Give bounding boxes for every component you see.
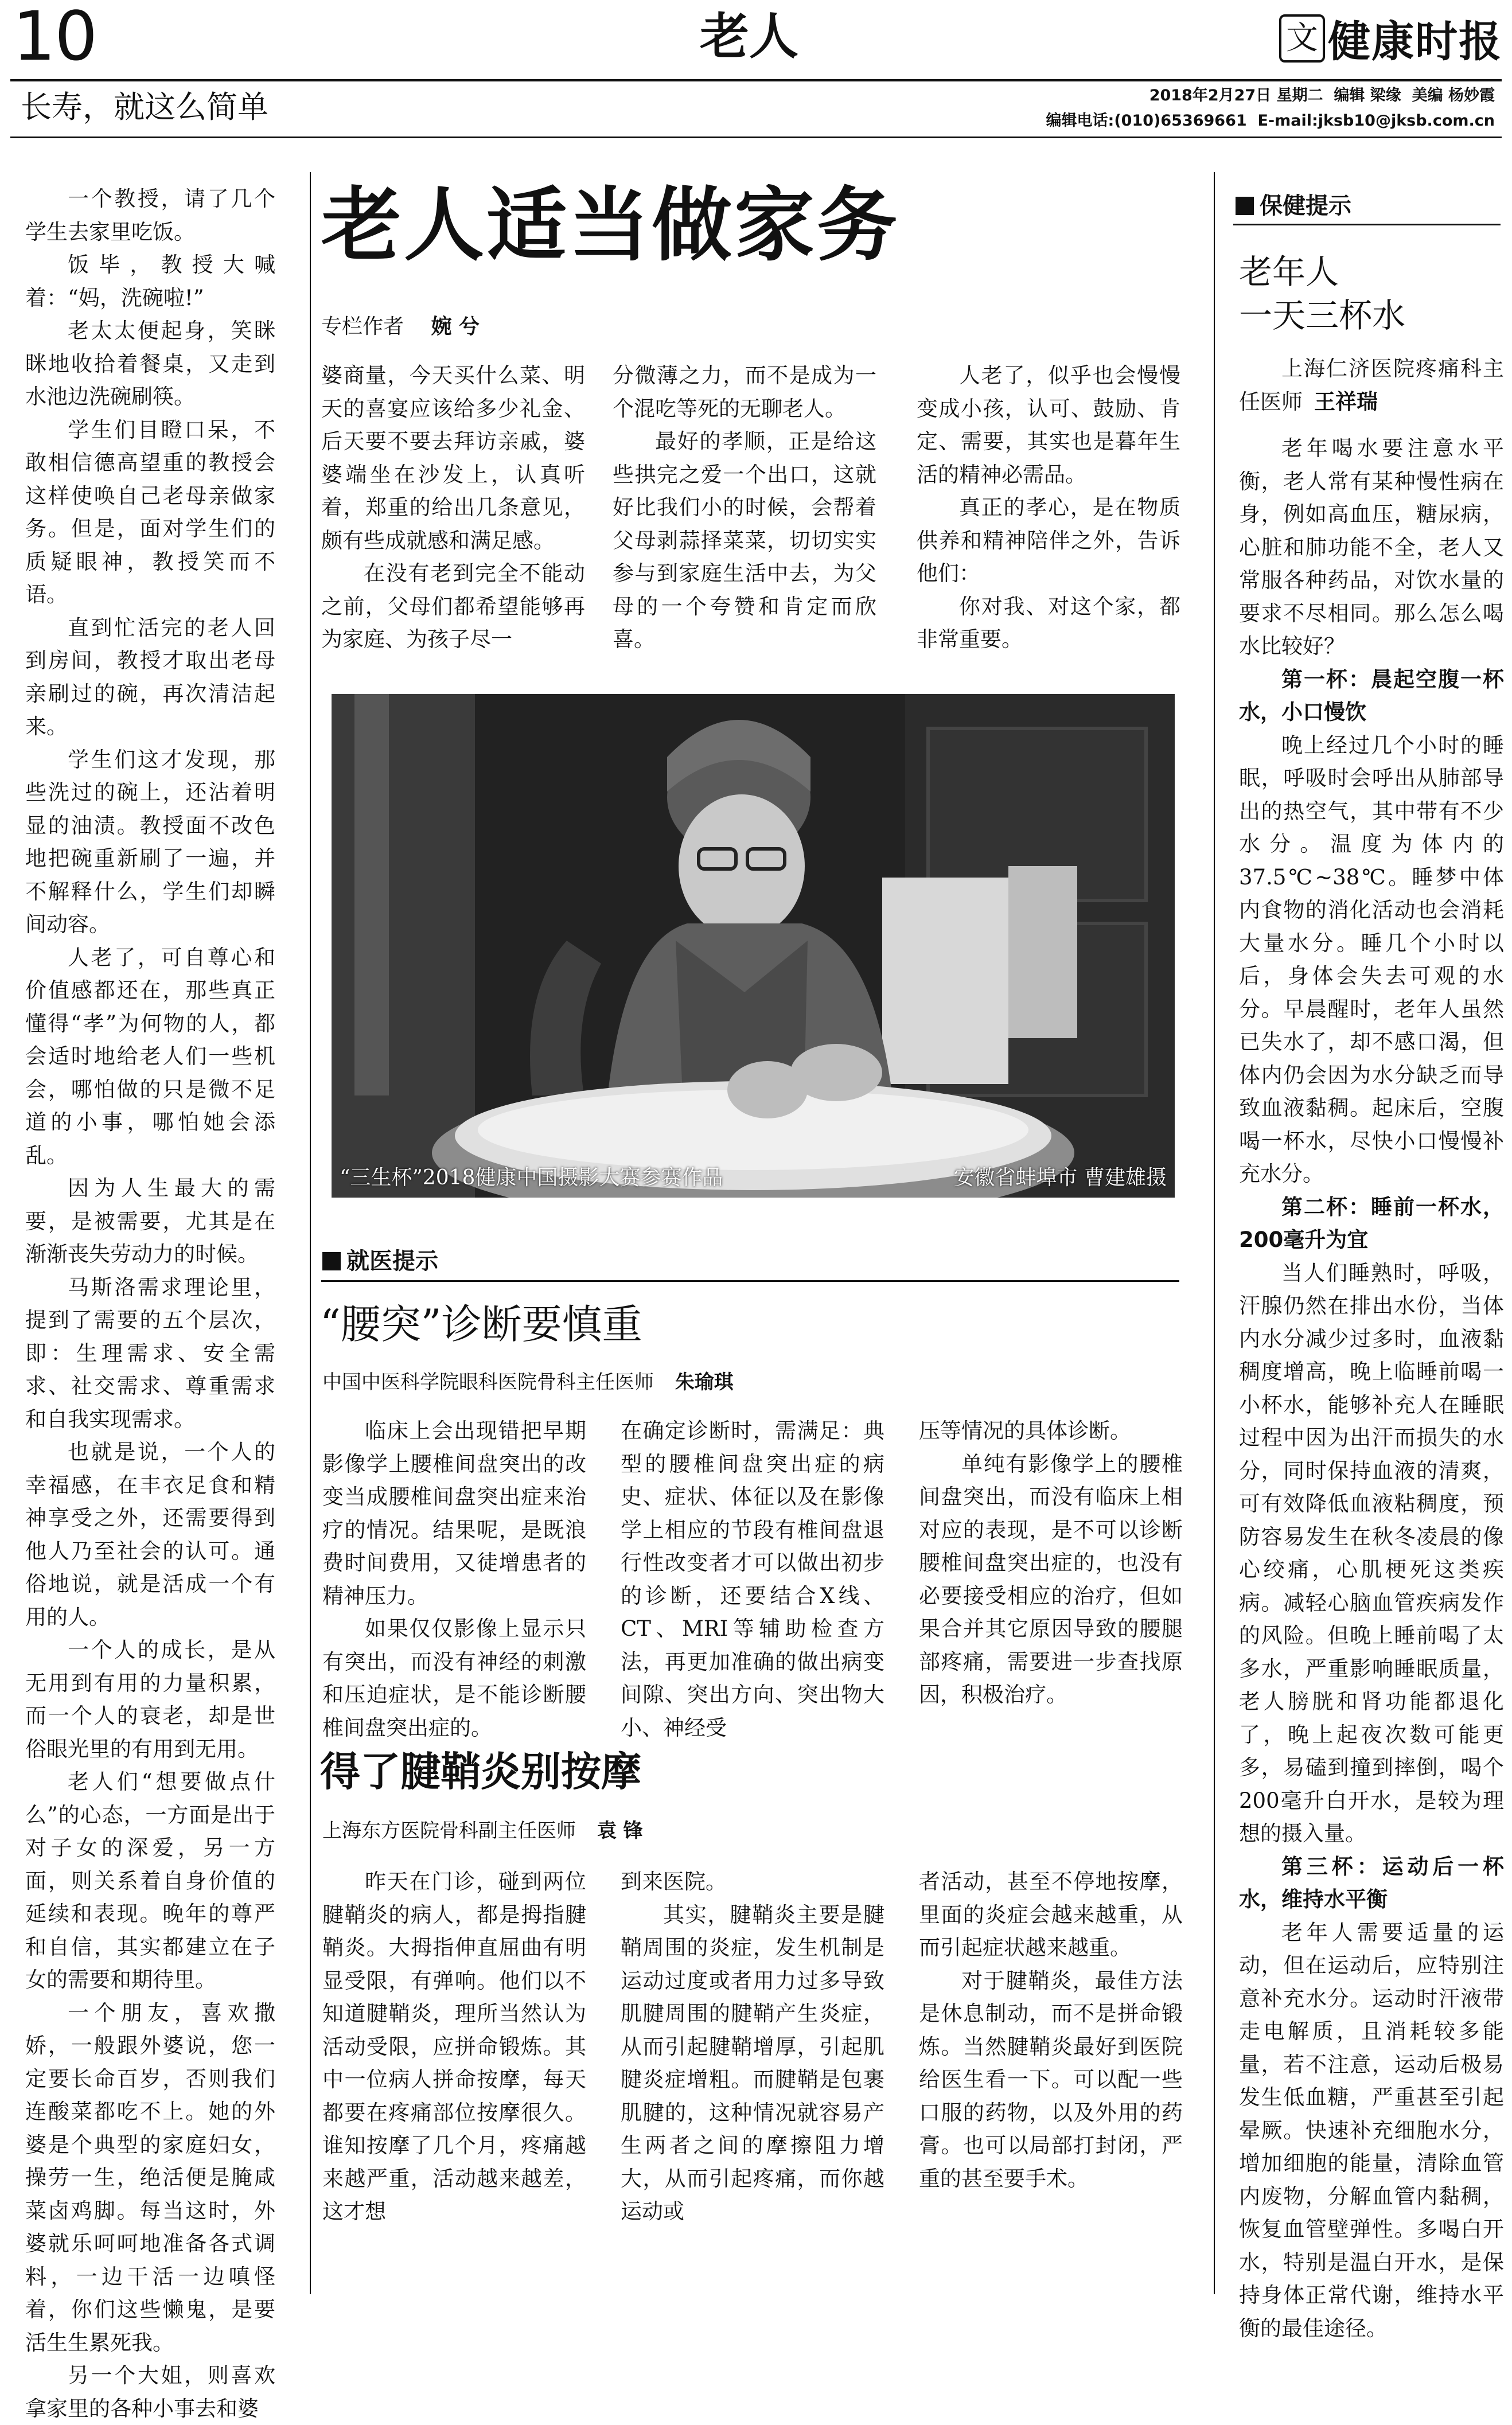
tendon-byline-org: 上海东方医院骨科副主任医师 [322, 1819, 576, 1842]
main-article-paragraph: 人老了，似乎也会慢慢变成小孩，认可、鼓励、肯定、需要，其实也是暮年生活的精神必需品。 [917, 363, 1180, 487]
contact-line: 编辑电话:(010)65369661 E-mail:jksb10@jksb.com.cn [1046, 112, 1495, 130]
cup3-heading: 第三杯：运动后一杯水，维持水平衡 [1239, 1854, 1504, 1912]
health-tip-byline [1239, 352, 1504, 418]
left-column-paragraph: 人老了，可自尊心和价值感都还在，那些真正懂得“孝”为何物的人，都会适时地给老人们一些机会，哪怕做的只是微不足道的小事，哪怕她会添乱。 [25, 945, 275, 1168]
tendon-article-title: 得了腱鞘炎别按摩 [320, 1748, 641, 1795]
main-article-paragraph: 分微薄之力，而不是成为一个混吃等死的无聊老人。 [613, 363, 876, 421]
health-tip-byline-org: 上海仁济医院疼痛科主任医师 [1239, 356, 1504, 414]
tendon-article-paragraph: 对于腱鞘炎，最佳方法是休息制动，而不是拼命锻炼。当然腱鞘炎最好到医院给医生看一下。可以配一些口服的药物，以及外用的药膏。也可以局部打封闭，严重的甚至要手术。 [919, 1968, 1183, 2191]
cup2-body: 当人们睡熟时，呼吸，汗腺仍然在排出水份，当体内水分减少过多时，血液黏稠度增高，晚上临睡前喝一小杯水，能够补充人在睡眠过程中因为出汗而损失的水分，同时保持血液的清爽，可有效降低血液粘稠度，预防容易发生在秋冬凌晨的像心绞痛，心肌梗死这类疾病。减轻心脑血管疾病发作的风险。但晚上睡前喝了太多水，严重影响睡眠质量，老人膀胱和肾功能都退化了，晚上起夜次数可能更多，易磕到撞到摔倒，喝个200毫升白开水，是较为理想的摄入量。 [1239, 1260, 1504, 1846]
health-tip-rule [1233, 224, 1501, 225]
main-article-paragraph: 婆商量，今天买什么菜、明天的喜宴应该给多少礼金、后天要不要去拜访亲戚，婆婆端坐在沙发上，认真听着，郑重的给出几条意见，颇有些成就感和满足感。 [321, 363, 585, 553]
masthead-rule-top [10, 79, 1502, 81]
photo-caption-left: “三生杯”2018健康中国摄影大赛参赛作品 [340, 1166, 723, 1190]
left-column-paragraph: 一个教授，请了几个学生去家里吃饭。 [25, 186, 275, 244]
left-column-paragraph: 也就是说，一个人的幸福感，在丰衣足食和精神享受之外，还需要得到他人乃至社会的认可。通俗地说，就是活成一个有用的人。 [25, 1440, 275, 1629]
cup1-heading: 第一杯：晨起空腹一杯水，小口慢饮 [1239, 666, 1504, 724]
main-article-col2 [613, 359, 876, 656]
tendon-article-paragraph: 昨天在门诊，碰到两位腱鞘炎的病人，都是拇指腱鞘炎。大拇指伸直屈曲有明显受限，有弹响。他们以不知道腱鞘炎，理所当然认为活动受限，应拼命锻炼。其中一位病人拼命按摩，每天都要在疼痛部位按摩很久。谁知按摩了几个月，疼痛越来越严重，活动越来越差，这才想 [322, 1869, 586, 2224]
clinic-article-col1 [322, 1414, 586, 1744]
tendon-article-paragraph: 其实，腱鞘炎主要是腱鞘周围的炎症，发生机制是运动过度或者用力过多导致肌腱周围的腱鞘产生炎症，从而引起腱鞘增厚，引起肌腱炎症增粗。而腱鞘是包裹肌腱的，这种情况就容易产生两者之间的摩擦阻力增大，从而引起疼痛，而你越运动或 [621, 1902, 884, 2224]
health-tip-title-line2: 一天三杯水 [1239, 296, 1406, 335]
tendon-article-col3 [919, 1865, 1183, 2195]
tendon-article-paragraph: 到来医院。 [621, 1869, 727, 1894]
left-column-paragraph: 另一个大姐，则喜欢拿家里的各种小事去和婆 [25, 2363, 275, 2421]
main-article-paragraph: 在没有老到完全不能动之前，父母们都希望能够再为家庭、为孩子尽一 [321, 561, 585, 652]
left-column-paragraph: 因为人生最大的需要，是被需要，尤其是在渐渐丧失劳动力的时候。 [25, 1176, 275, 1266]
main-article-col1 [321, 359, 585, 656]
logo-mark-icon: 文 [1279, 14, 1325, 63]
clinic-section-rule [321, 1280, 1179, 1282]
main-article-title: 老人适当做家务 [321, 178, 900, 272]
clinic-article-col2 [621, 1414, 884, 1744]
left-column-paragraph: 一个人的成长，是从无用到有用的力量积累，而一个人的衰老，却是世俗眼光里的有用到无用。 [25, 1638, 275, 1761]
tendon-byline-name: 袁 锋 [597, 1819, 643, 1842]
left-column-paragraph: 饭毕，教授大喊着：“妈，洗碗啦!” [25, 252, 275, 310]
right-column-rule [1214, 172, 1215, 2294]
left-column-paragraph: 一个朋友，喜欢撒娇，一般跟外婆说，您一定要长命百岁，否则我们连酸菜都吃不上。她的外婆是个典型的家庭妇女，操劳一生，绝活便是腌咸菜卤鸡脚。每当这时，外婆就乐呵呵地准备各式调料，一边干活一边嗔怪着，你们这些懒鬼，是要活生生累死我。 [25, 2000, 275, 2355]
left-column-paragraph: 老人们“想要做点什么”的心态，一方面是出于对子女的深爱，另一方面，则关系着自身价值的延续和表现。晚年的尊严和自信，其实都建立在子女的需要和期待里。 [25, 1769, 275, 1992]
tendon-article-col2 [621, 1865, 884, 2228]
main-article-col3 [917, 359, 1180, 656]
masthead-rule-bottom [10, 137, 1502, 138]
health-tip-title-line1: 老年人 [1239, 252, 1339, 291]
health-tip-byline-name: 王祥瑞 [1314, 388, 1378, 414]
section-name: 老人 [700, 7, 798, 65]
tendon-article-col1 [322, 1865, 586, 2228]
tagline: 长寿，就这么简单 [21, 89, 268, 125]
clinic-article-paragraph: 临床上会出现错把早期影像学上腰椎间盘突出的改变当成腰椎间盘突出症来治疗的情况。结果呢，是既浪费时间费用，又徒增患者的精神压力。 [322, 1418, 586, 1608]
health-tip-text [1239, 352, 1504, 2345]
clinic-article-byline [322, 1369, 734, 1396]
date-editor-line: 2018年2月27日 星期二 编辑 梁缘 美编 杨妙霞 [1149, 87, 1495, 104]
clinic-byline-name: 朱瑜琪 [675, 1371, 734, 1394]
clinic-article-paragraph: 在确定诊断时，需满足：典型的腰椎间盘突出症的病史、症状、体征以及在影像学上相应的节段有椎间盘退行性改变者才可以做出初步的诊断，还要结合X线、CT、MRI等辅助检查方法，再更加准确的做出病变间隙、突出方向、突出物大小、神经受 [621, 1418, 884, 1740]
left-column-paragraph: 马斯洛需求理论里，提到了需要的五个层次，即：生理需求、安全需求、社交需求、尊重需求和自我实现需求。 [25, 1274, 275, 1432]
cup2-heading: 第二杯：睡前一杯水，200毫升为宜 [1239, 1194, 1504, 1252]
clinic-article-col3 [919, 1414, 1183, 1711]
left-column-rule [310, 172, 311, 2294]
main-article-paragraph: 真正的孝心，是在物质供养和精神陪伴之外，告诉他们： [917, 495, 1180, 586]
spacer [1239, 418, 1504, 432]
health-tip-header [1236, 190, 1351, 221]
newspaper-logo [1279, 8, 1502, 65]
left-column-paragraph: 老太太便起身，笑眯眯地收拾着餐桌，又走到水池边洗碗刷筷。 [25, 318, 275, 409]
byline-label: 专栏作者 [321, 315, 404, 338]
section-square-icon [1236, 197, 1254, 215]
section-square-icon [322, 1252, 341, 1270]
health-tip-header-text: 保健提示 [1260, 193, 1351, 219]
left-column-paragraph: 学生们目瞪口呆，不敢相信德高望重的教授会这样使唤自己老母亲做家务。但是，面对学生们的质疑眼神，教授笑而不语。 [25, 417, 275, 607]
logo-text: 健康时报 [1328, 17, 1503, 67]
photo-caption-right: 安徽省蚌埠市 曹建雄摄 [953, 1166, 1167, 1190]
left-column-paragraph: 学生们这才发现，那些洗过的碗上，还沾着明显的油渍。教授面不改色地把碗重新刷了一遍，并不解释什么，学生们却瞬间动容。 [25, 747, 275, 937]
clinic-article-paragraph: 如果仅仅影像上显示只有突出，而没有神经的刺激和压迫症状，是不能诊断腰椎间盘突出症的。 [322, 1616, 586, 1740]
clinic-byline-org: 中国中医科学院眼科医院骨科主任医师 [322, 1371, 654, 1394]
photo-illustration [332, 694, 1175, 1198]
elderly-woman-photo [332, 694, 1175, 1198]
byline-name: 婉 兮 [431, 314, 480, 338]
cup1-body: 晚上经过几个小时的睡眠，呼吸时会呼出从肺部导出的热空气，其中带有不少水分。温度为体内的37.5℃~38℃。睡梦中体内食物的消化活动也会消耗大量水分。睡几个小时以后，身体会失去可观的水分。早晨醒时，老年人虽然已失水了，却不感口渴，但体内仍会因为水分缺乏而导致血液黏稠。起床后，空腹喝一杯水，尽快小口慢慢补充水分。 [1239, 732, 1504, 1186]
cup3-body: 老年人需要适量的运动，但在运动后，应特别注意补充水分。运动时汗液带走电解质，且消耗较多能量，若不注意，运动后极易发生低血糖，严重甚至引起晕厥。快速补充细胞水分，增加细胞的能量，清除血管内废物，分解血管内黏稠，恢复血管壁弹性。多喝白开水，特别是温白开水，是保持身体正常代谢，维持水平衡的最佳途径。 [1239, 1920, 1504, 2341]
main-article-paragraph: 你对我、对这个家，都非常重要。 [917, 594, 1180, 652]
tendon-article-paragraph: 者活动，甚至不停地按摩，里面的炎症会越来越重，从而引起症状越来越重。 [919, 1869, 1183, 1960]
tendon-article-byline [322, 1817, 643, 1845]
clinic-header-text: 就医提示 [346, 1248, 438, 1274]
clinic-article-paragraph: 单纯有影像学上的腰椎间盘突出，而没有临床上相对应的表现，是不可以诊断腰椎间盘突出症的，也没有必要接受相应的治疗，但如果合并其它原因导致的腰腿部疼痛，需要进一步查找原因，积极治疗。 [919, 1451, 1183, 1707]
clinic-section-header [322, 1246, 438, 1277]
left-column-paragraph: 直到忙活完的老人回到房间，教授才取出老母亲刷过的碗，再次清洁起来。 [25, 615, 275, 739]
health-tip-intro: 老年喝水要注意水平衡，老人常有某种慢性病在身，例如高血压，糖尿病，心脏和肺功能不全，老人又常服各种药品，对饮水量的要求不尽相同。那么怎么喝水比较好？ [1239, 436, 1504, 658]
clinic-article-paragraph: 压等情况的具体诊断。 [919, 1418, 1131, 1443]
main-article-byline [321, 312, 480, 341]
clinic-article-title: “腰突”诊断要慎重 [320, 1301, 642, 1348]
left-column-text [25, 182, 275, 2425]
main-article-paragraph: 最好的孝顺，正是给这些拱完之爱一个出口，这就好比我们小的时候，会帮着父母剥蒜择菜菜，切切实实参与到家庭生活中去，为父母的一个夸赞和肯定而欣喜。 [613, 429, 876, 652]
page-number: 10 [13, 0, 97, 76]
